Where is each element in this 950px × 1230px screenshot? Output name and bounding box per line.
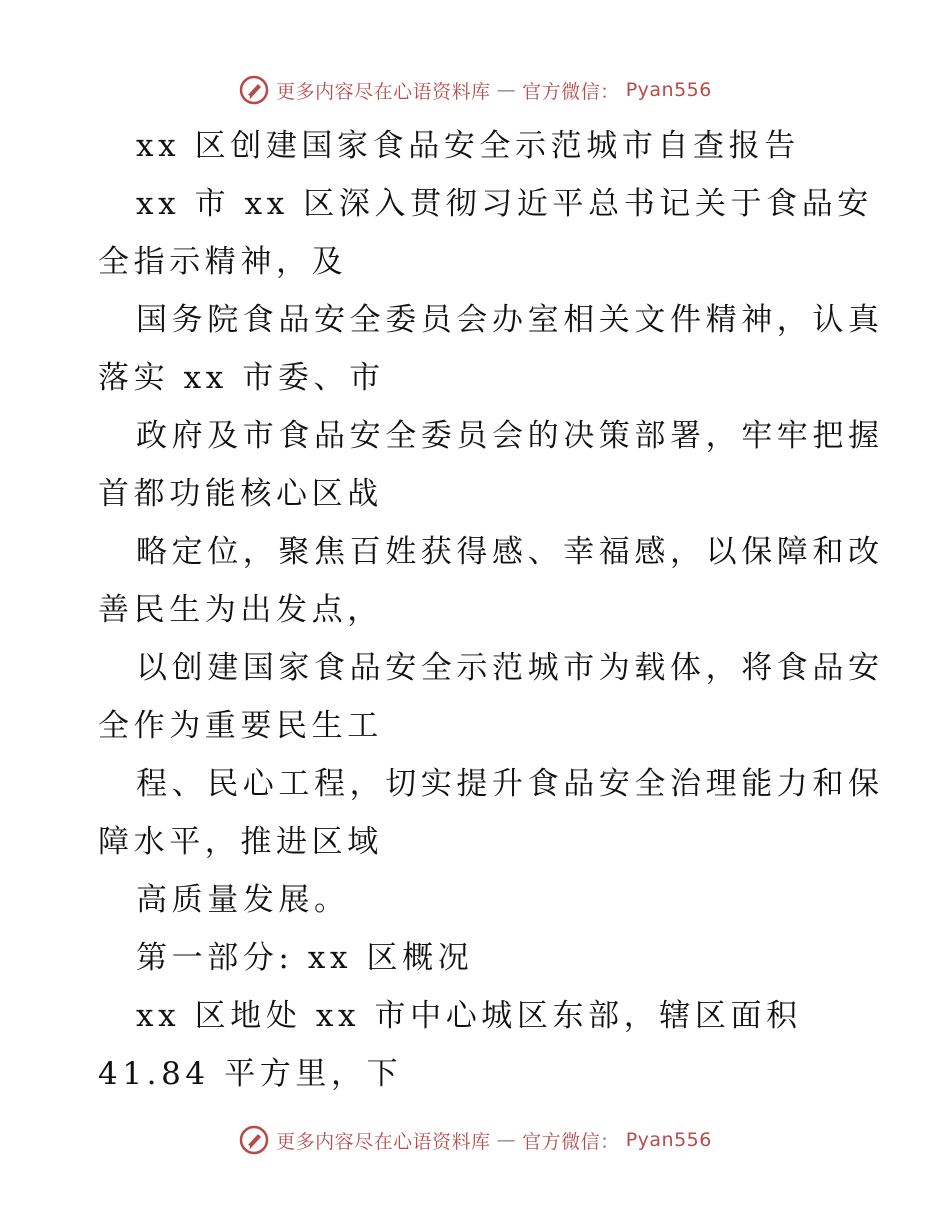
watermark-official: 官方微信： [522, 1130, 620, 1153]
watermark-account: Pyan556 [625, 79, 712, 101]
paragraph-line: 障水平，推进区域 [98, 824, 383, 860]
paragraph-line: xx 市 xx 区深入贯彻习近平总书记关于食品安 [136, 186, 873, 222]
paragraph-line: 善民生为出发点， [98, 592, 383, 628]
footer-watermark [0, 1120, 950, 1160]
paragraph-line: 全指示精神，及 [98, 244, 348, 280]
paragraph-line: 国务院食品安全委员会办室相关文件精神，认真 [136, 302, 884, 338]
watermark-text: 更多内容尽在心语资料库 [276, 80, 491, 103]
paragraph-line: 首都功能核心区战 [98, 476, 383, 512]
paragraph-line: 落实 xx 市委、市 [98, 360, 385, 396]
paragraph-line: 程、民心工程，切实提升食品安全治理能力和保 [136, 766, 884, 802]
header-watermark [0, 70, 950, 110]
paragraph-line: 政府及市食品安全委员会的决策部署，牢牢把握 [136, 418, 884, 454]
paragraph-line: xx 区地处 xx 市中心城区东部，辖区面积 [136, 998, 802, 1034]
paragraph-line: 全作为重要民生工 [98, 708, 383, 744]
watermark-separator: — [496, 79, 517, 101]
pen-seal-icon [238, 74, 270, 106]
pen-seal-icon [238, 1124, 270, 1156]
document-title: xx 区创建国家食品安全示范城市自查报告 [136, 128, 800, 164]
paragraph-line: 以创建国家食品安全示范城市为载体，将食品安 [136, 650, 884, 686]
watermark-separator: — [496, 1129, 517, 1151]
watermark-official: 官方微信： [522, 80, 620, 103]
paragraph-line: 41.84 平方里，下 [98, 1056, 403, 1092]
watermark-account: Pyan556 [625, 1129, 712, 1151]
paragraph-line: 略定位，聚焦百姓获得感、幸福感，以保障和改 [136, 534, 884, 570]
section-heading: 第一部分: xx 区概况 [136, 940, 474, 976]
watermark-text: 更多内容尽在心语资料库 [276, 1130, 491, 1153]
paragraph-line: 高质量发展。 [136, 882, 350, 918]
